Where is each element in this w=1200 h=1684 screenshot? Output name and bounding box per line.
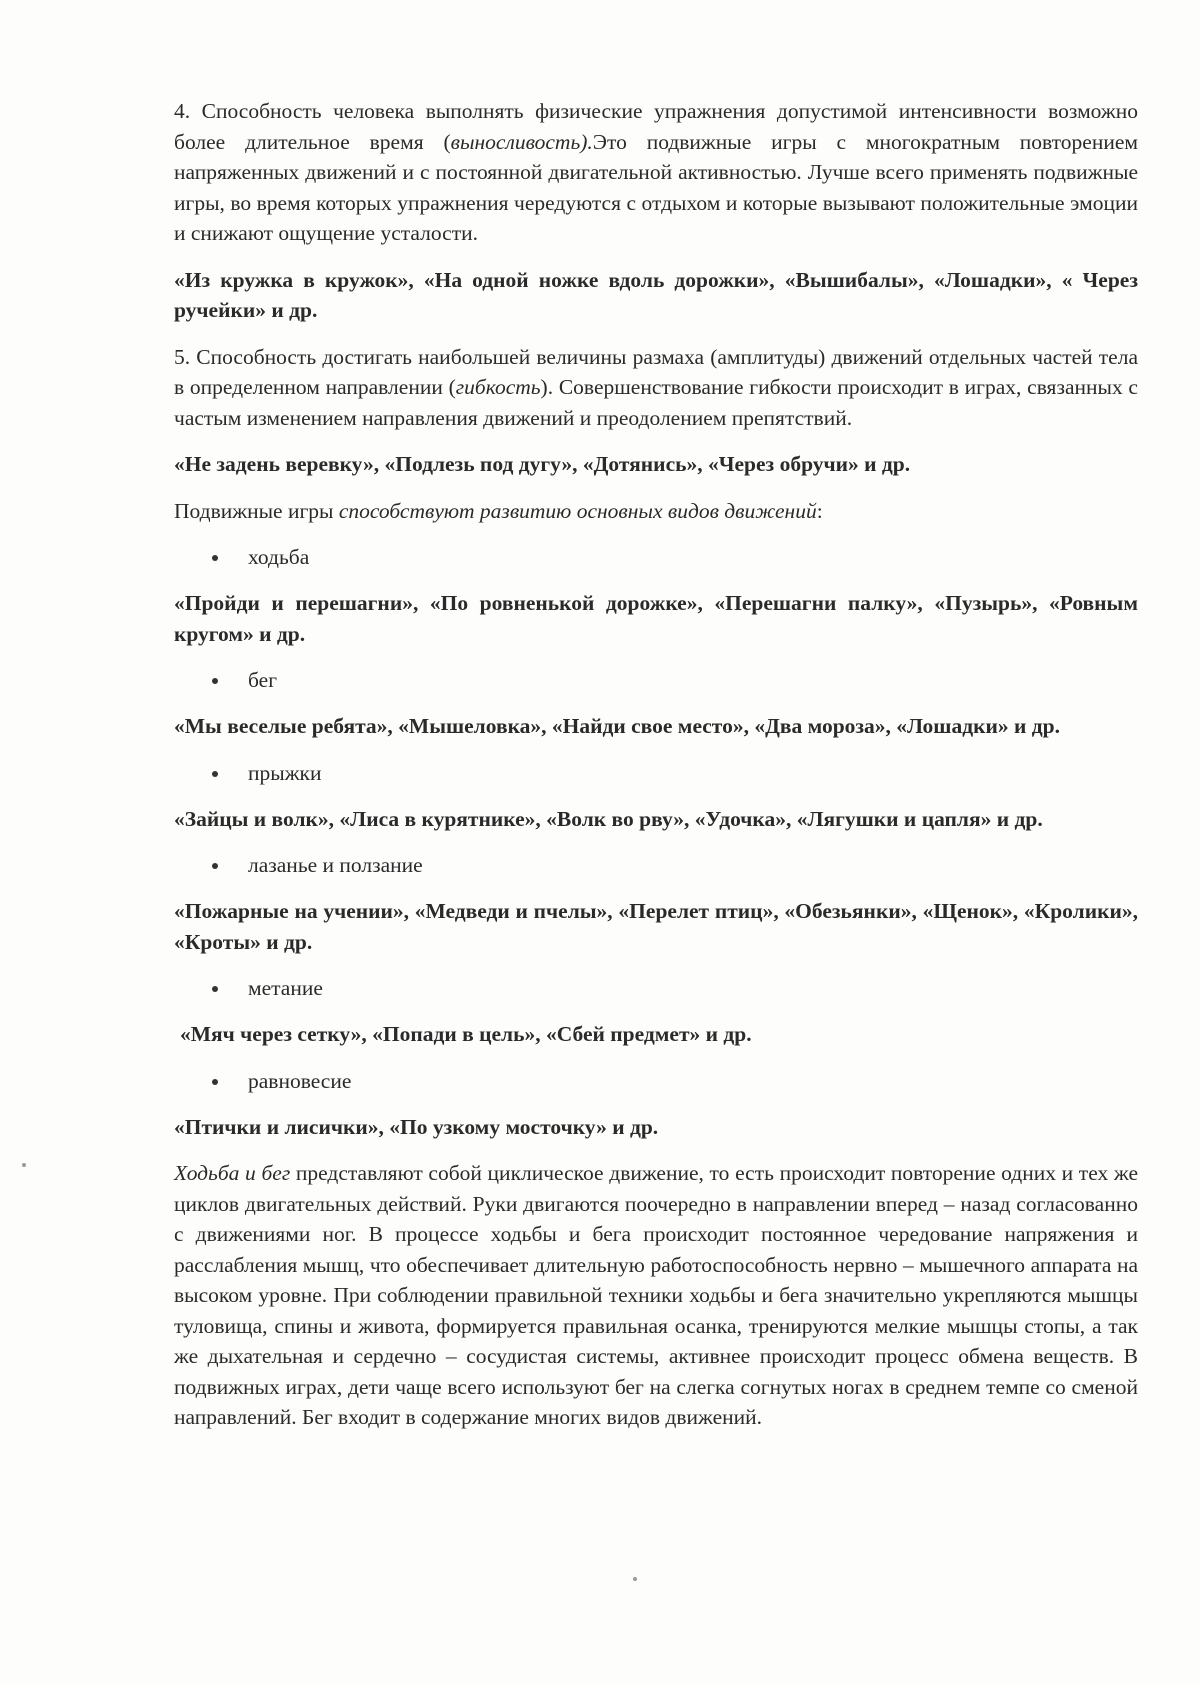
games-jumping: «Зайцы и волк», «Лиса в курятнике», «Волк во рву», «Удочка», «Лягушки и цапля» и др. bbox=[174, 806, 1043, 831]
paragraph-movements-intro bbox=[174, 496, 1138, 527]
bullet-label: прыжки bbox=[248, 760, 322, 785]
games-endurance: «Из кружка в кружок», «На одной ножке вдоль дорожки», «Вышибалы», «Лошадки», « Через ручейки» и др. bbox=[174, 267, 1138, 322]
bullet-running bbox=[174, 665, 1138, 695]
bullet-dot-icon bbox=[212, 771, 218, 777]
term-movements: способствуют развитию основных видов движений bbox=[338, 498, 817, 523]
paragraph-text: Это подвижные игры с многократным повторением напряженных движений и с постоянной двигательной активностью. Лучше всего применять подвижные игры, во время которых упражнения чередуются с отдыхом и которые вызывают положительные эмоции и снижают ощущение усталости. bbox=[174, 129, 1138, 245]
bullet-jumping bbox=[174, 758, 1138, 788]
term-flexibility: гибкость bbox=[455, 375, 541, 399]
paragraph-walking-running bbox=[174, 1158, 1138, 1433]
paragraph-endurance bbox=[174, 96, 1138, 249]
bullet-label: бег bbox=[248, 668, 278, 692]
paragraph-text: Подвижные игры bbox=[174, 498, 339, 523]
term-walking-running: Ходьба и бег bbox=[174, 1161, 291, 1185]
bullet-dot-icon bbox=[212, 1079, 218, 1085]
bullet-dot-icon bbox=[212, 678, 218, 684]
bullet-label: равновесие bbox=[248, 1068, 352, 1093]
bullet-dot-icon bbox=[212, 986, 218, 992]
games-climbing: «Пожарные на учении», «Медведи и пчелы», «Перелет птиц», «Обезьянки», «Щенок», «Кролики», «Кроты» и др. bbox=[174, 899, 1138, 954]
paragraph-text: 4. Способность человека выполнять физические упражнения допустимой интенсивности возможно более длительное время ( bbox=[174, 99, 1138, 154]
games-walking: «Пройди и перешагни», «По ровненькой дорожке», «Перешагни палку», «Пузырь», «Ровным кругом» и др. bbox=[174, 591, 1138, 646]
document-body bbox=[174, 96, 1138, 1433]
games-balance: «Птички и лисички», «По узкому мосточку» и др. bbox=[174, 1114, 659, 1139]
paragraph-text: : bbox=[816, 498, 823, 523]
bullet-walking bbox=[174, 542, 1138, 572]
bullet-climbing bbox=[174, 850, 1138, 880]
games-throwing: «Мяч через сетку», «Попади в цель», «Сбей предмет» и др. bbox=[180, 1022, 752, 1046]
scan-speck bbox=[22, 1163, 26, 1167]
bullet-throwing bbox=[174, 973, 1138, 1003]
games-flexibility: «Не задень веревку», «Подлезь под дугу», «Дотянись», «Через обручи» и др. bbox=[174, 452, 911, 476]
paragraph-flexibility bbox=[174, 342, 1138, 434]
bullet-label: ходьба bbox=[248, 545, 310, 569]
bullet-dot-icon bbox=[212, 555, 218, 561]
bullet-balance bbox=[174, 1066, 1138, 1096]
games-running: «Мы веселые ребята», «Мышеловка», «Найди свое место», «Два мороза», «Лошадки» и др. bbox=[174, 714, 1060, 738]
paragraph-text: представляют собой циклическое движение, то есть происходит повторение одних и тех же циклов двигательных действий. Руки двигаются поочередно в направлении вперед – назад согласованно с движениями ног. В процессе ходьбы и бега происходит постоянное чередование напряжения и расслабления мышц, что обеспечивает длительную работоспособность нервно – мышечного аппарата на высоком уровне. При соблюдении правильной техники ходьбы и бега значительно укрепляются мышцы туловища, спины и живота, формируется правильная осанка, тренируются мелкие мышцы стопы, а так же дыхательная и сердечно – сосудистая системы, активнее происходит процесс обмена веществ. В подвижных играх, дети чаще всего используют бег на слегка согнутых ногах в среднем темпе со сменой направлений. Бег входит в содержание многих видов движений. bbox=[174, 1161, 1138, 1429]
bullet-label: метание bbox=[248, 976, 323, 1000]
bullet-dot-icon bbox=[212, 863, 218, 869]
paragraph-text: 5. Способность достигать наибольшей величины размаха (амплитуды) движений отдельных частей тела в определенном направлении ( bbox=[174, 344, 1138, 399]
term-endurance: выносливость). bbox=[450, 129, 593, 154]
bullet-label: лазанье и ползание bbox=[248, 853, 423, 877]
paragraph-text: ). Совершенствование гибкости происходит в играх, связанных с частым изменением направления движений и преодолением препятствий. bbox=[174, 375, 1138, 430]
scan-speck bbox=[633, 1577, 637, 1581]
